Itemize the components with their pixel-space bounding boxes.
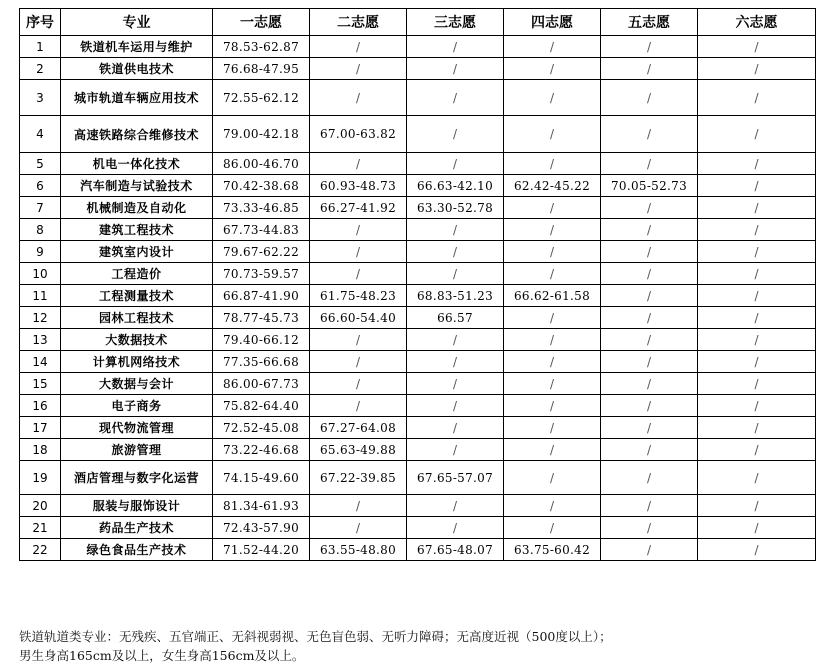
cell-major: 高速铁路综合维修技术: [61, 116, 213, 153]
cell-choice-1: 81.34-61.93: [213, 495, 310, 517]
cell-choice-6: /: [698, 153, 816, 175]
cell-choice-4: /: [504, 80, 601, 116]
header-major: 专业: [61, 9, 213, 36]
table-row: [20, 36, 816, 58]
cell-choice-5: /: [601, 241, 698, 263]
cell-choice-6: /: [698, 351, 816, 373]
cell-choice-5: /: [601, 197, 698, 219]
cell-choice-6: /: [698, 417, 816, 439]
cell-choice-4: /: [504, 373, 601, 395]
table-row: [20, 351, 816, 373]
table-row: [20, 495, 816, 517]
cell-seq: 18: [20, 439, 61, 461]
cell-choice-1: 73.22-46.68: [213, 439, 310, 461]
cell-choice-6: /: [698, 58, 816, 80]
cell-choice-1: 77.35-66.68: [213, 351, 310, 373]
cell-major: 工程造价: [61, 263, 213, 285]
cell-choice-3: /: [407, 36, 504, 58]
cell-seq: 11: [20, 285, 61, 307]
cell-choice-2: /: [310, 395, 407, 417]
cell-seq: 13: [20, 329, 61, 351]
cell-choice-5: /: [601, 219, 698, 241]
cell-seq: 3: [20, 80, 61, 116]
cell-choice-6: /: [698, 285, 816, 307]
cell-choice-4: /: [504, 219, 601, 241]
cell-choice-3: /: [407, 517, 504, 539]
cell-major: 机电一体化技术: [61, 153, 213, 175]
cell-choice-6: /: [698, 439, 816, 461]
table-row: [20, 153, 816, 175]
cell-choice-4: /: [504, 116, 601, 153]
header-choice-2: 二志愿: [310, 9, 407, 36]
cell-choice-6: /: [698, 263, 816, 285]
cell-choice-5: /: [601, 329, 698, 351]
cell-choice-5: /: [601, 439, 698, 461]
cell-choice-5: /: [601, 307, 698, 329]
cell-choice-6: /: [698, 395, 816, 417]
cell-choice-6: /: [698, 517, 816, 539]
cell-choice-6: /: [698, 495, 816, 517]
cell-choice-3: /: [407, 58, 504, 80]
cell-choice-3: /: [407, 329, 504, 351]
table-row: [20, 461, 816, 495]
cell-major: 城市轨道车辆应用技术: [61, 80, 213, 116]
cell-choice-5: /: [601, 153, 698, 175]
cell-major: 汽车制造与试验技术: [61, 175, 213, 197]
cell-major: 旅游管理: [61, 439, 213, 461]
cell-choice-1: 78.53-62.87: [213, 36, 310, 58]
cell-major: 工程测量技术: [61, 285, 213, 307]
cell-seq: 2: [20, 58, 61, 80]
cell-choice-1: 72.55-62.12: [213, 80, 310, 116]
cell-choice-3: /: [407, 395, 504, 417]
cell-choice-3: /: [407, 153, 504, 175]
cell-choice-1: 72.52-45.08: [213, 417, 310, 439]
cell-choice-6: /: [698, 539, 816, 561]
cell-choice-4: 62.42-45.22: [504, 175, 601, 197]
cell-choice-4: /: [504, 153, 601, 175]
cell-seq: 17: [20, 417, 61, 439]
header-choice-6: 六志愿: [698, 9, 816, 36]
cell-choice-2: /: [310, 241, 407, 263]
cell-choice-3: /: [407, 439, 504, 461]
cell-major: 铁道供电技术: [61, 58, 213, 80]
cell-choice-2: /: [310, 153, 407, 175]
cell-choice-4: 63.75-60.42: [504, 539, 601, 561]
table-body: [20, 36, 816, 561]
cell-choice-6: /: [698, 241, 816, 263]
cell-choice-2: /: [310, 263, 407, 285]
cell-choice-2: /: [310, 58, 407, 80]
cell-choice-4: /: [504, 241, 601, 263]
cell-major: 建筑工程技术: [61, 219, 213, 241]
cell-major: 药品生产技术: [61, 517, 213, 539]
cell-choice-3: 68.83-51.23: [407, 285, 504, 307]
cell-major: 电子商务: [61, 395, 213, 417]
cell-choice-2: /: [310, 517, 407, 539]
cell-choice-3: /: [407, 373, 504, 395]
cell-choice-3: /: [407, 80, 504, 116]
cell-choice-4: /: [504, 461, 601, 495]
cell-choice-2: 60.93-48.73: [310, 175, 407, 197]
cell-choice-5: /: [601, 539, 698, 561]
cell-choice-5: /: [601, 461, 698, 495]
cell-choice-5: /: [601, 351, 698, 373]
cell-choice-3: /: [407, 263, 504, 285]
cell-major: 铁道机车运用与维护: [61, 36, 213, 58]
admission-score-sheet: [19, 8, 815, 561]
table-row: [20, 417, 816, 439]
cell-seq: 14: [20, 351, 61, 373]
cell-choice-5: /: [601, 395, 698, 417]
cell-major: 计算机网络技术: [61, 351, 213, 373]
table-row: [20, 539, 816, 561]
cell-choice-5: /: [601, 373, 698, 395]
cell-major: 机械制造及自动化: [61, 197, 213, 219]
cell-choice-4: /: [504, 395, 601, 417]
cell-choice-6: /: [698, 36, 816, 58]
cell-seq: 1: [20, 36, 61, 58]
header-choice-4: 四志愿: [504, 9, 601, 36]
cell-choice-6: /: [698, 197, 816, 219]
cell-choice-3: 67.65-57.07: [407, 461, 504, 495]
cell-choice-2: 63.55-48.80: [310, 539, 407, 561]
cell-choice-6: /: [698, 175, 816, 197]
cell-choice-4: /: [504, 517, 601, 539]
cell-choice-2: 66.27-41.92: [310, 197, 407, 219]
cell-choice-5: /: [601, 517, 698, 539]
cell-choice-1: 70.73-59.57: [213, 263, 310, 285]
table-row: [20, 307, 816, 329]
cell-choice-6: /: [698, 373, 816, 395]
header-choice-5: 五志愿: [601, 9, 698, 36]
cell-choice-2: /: [310, 373, 407, 395]
cell-choice-4: /: [504, 307, 601, 329]
cell-choice-5: /: [601, 417, 698, 439]
cell-major: 大数据技术: [61, 329, 213, 351]
cell-major: 酒店管理与数字化运营: [61, 461, 213, 495]
table-row: [20, 517, 816, 539]
table-row: [20, 439, 816, 461]
table-row: [20, 219, 816, 241]
cell-major: 服装与服饰设计: [61, 495, 213, 517]
cell-choice-1: 76.68-47.95: [213, 58, 310, 80]
cell-seq: 15: [20, 373, 61, 395]
cell-choice-1: 86.00-46.70: [213, 153, 310, 175]
cell-seq: 22: [20, 539, 61, 561]
cell-choice-3: 67.65-48.07: [407, 539, 504, 561]
cell-choice-6: /: [698, 461, 816, 495]
cell-seq: 8: [20, 219, 61, 241]
header-choice-1: 一志愿: [213, 9, 310, 36]
cell-choice-5: /: [601, 58, 698, 80]
table-row: [20, 58, 816, 80]
cell-choice-4: /: [504, 329, 601, 351]
header-seq: 序号: [20, 9, 61, 36]
cell-choice-2: /: [310, 80, 407, 116]
cell-choice-1: 75.82-64.40: [213, 395, 310, 417]
cell-choice-2: /: [310, 36, 407, 58]
cell-choice-3: /: [407, 495, 504, 517]
table-row: [20, 329, 816, 351]
cell-choice-5: /: [601, 80, 698, 116]
cell-seq: 20: [20, 495, 61, 517]
cell-choice-5: /: [601, 285, 698, 307]
note-line-1: 铁道轨道类专业：无残疾、五官端正、无斜视弱视、无色盲色弱、无听力障碍；无高度近视（500度以上）；: [19, 629, 612, 644]
cell-choice-4: /: [504, 417, 601, 439]
cell-major: 大数据与会计: [61, 373, 213, 395]
cell-choice-4: /: [504, 197, 601, 219]
cell-choice-2: /: [310, 351, 407, 373]
table-row: [20, 263, 816, 285]
cell-choice-3: /: [407, 417, 504, 439]
cell-seq: 19: [20, 461, 61, 495]
cell-choice-6: /: [698, 116, 816, 153]
cell-choice-1: 67.73-44.83: [213, 219, 310, 241]
header-choice-3: 三志愿: [407, 9, 504, 36]
note-line-2: 男生身高165cm及以上，女生身高156cm及以上。: [19, 648, 305, 663]
cell-choice-4: /: [504, 495, 601, 517]
cell-choice-4: /: [504, 439, 601, 461]
cell-choice-3: 63.30-52.78: [407, 197, 504, 219]
cell-choice-5: /: [601, 116, 698, 153]
cell-choice-2: 67.00-63.82: [310, 116, 407, 153]
table-row: [20, 197, 816, 219]
cell-major: 建筑室内设计: [61, 241, 213, 263]
cell-choice-2: /: [310, 219, 407, 241]
cell-choice-1: 72.43-57.90: [213, 517, 310, 539]
cell-choice-4: /: [504, 58, 601, 80]
cell-choice-2: 67.22-39.85: [310, 461, 407, 495]
table-row: [20, 80, 816, 116]
cell-seq: 5: [20, 153, 61, 175]
table-row: [20, 373, 816, 395]
cell-choice-3: /: [407, 241, 504, 263]
cell-seq: 10: [20, 263, 61, 285]
cell-choice-5: 70.05-52.73: [601, 175, 698, 197]
table-row: [20, 116, 816, 153]
cell-choice-6: /: [698, 307, 816, 329]
cell-choice-1: 71.52-44.20: [213, 539, 310, 561]
cell-seq: 9: [20, 241, 61, 263]
cell-choice-2: /: [310, 495, 407, 517]
cell-choice-4: 66.62-61.58: [504, 285, 601, 307]
cell-choice-2: 67.27-64.08: [310, 417, 407, 439]
cell-choice-3: /: [407, 116, 504, 153]
table-row: [20, 241, 816, 263]
cell-choice-3: 66.57: [407, 307, 504, 329]
cell-choice-5: /: [601, 495, 698, 517]
cell-choice-4: /: [504, 263, 601, 285]
cell-choice-2: /: [310, 329, 407, 351]
requirements-note: [19, 627, 819, 665]
cell-choice-6: /: [698, 219, 816, 241]
cell-seq: 4: [20, 116, 61, 153]
cell-choice-1: 73.33-46.85: [213, 197, 310, 219]
cell-choice-2: 65.63-49.88: [310, 439, 407, 461]
cell-choice-5: /: [601, 263, 698, 285]
cell-choice-2: 66.60-54.40: [310, 307, 407, 329]
cell-seq: 6: [20, 175, 61, 197]
cell-choice-4: /: [504, 36, 601, 58]
table-row: [20, 395, 816, 417]
table-row: [20, 175, 816, 197]
cell-choice-6: /: [698, 80, 816, 116]
cell-seq: 12: [20, 307, 61, 329]
cell-choice-3: /: [407, 219, 504, 241]
cell-seq: 21: [20, 517, 61, 539]
cell-choice-5: /: [601, 36, 698, 58]
table-row: [20, 285, 816, 307]
cell-choice-2: 61.75-48.23: [310, 285, 407, 307]
cell-choice-1: 79.00-42.18: [213, 116, 310, 153]
cell-choice-6: /: [698, 329, 816, 351]
cell-seq: 16: [20, 395, 61, 417]
cell-choice-4: /: [504, 351, 601, 373]
admission-score-table: [19, 8, 816, 561]
cell-choice-1: 74.15-49.60: [213, 461, 310, 495]
cell-choice-1: 78.77-45.73: [213, 307, 310, 329]
cell-major: 园林工程技术: [61, 307, 213, 329]
table-header-row: [20, 9, 816, 36]
cell-seq: 7: [20, 197, 61, 219]
cell-choice-1: 79.40-66.12: [213, 329, 310, 351]
cell-major: 现代物流管理: [61, 417, 213, 439]
cell-choice-1: 79.67-62.22: [213, 241, 310, 263]
cell-choice-3: /: [407, 351, 504, 373]
cell-choice-3: 66.63-42.10: [407, 175, 504, 197]
cell-choice-1: 70.42-38.68: [213, 175, 310, 197]
cell-choice-1: 66.87-41.90: [213, 285, 310, 307]
cell-choice-1: 86.00-67.73: [213, 373, 310, 395]
cell-major: 绿色食品生产技术: [61, 539, 213, 561]
